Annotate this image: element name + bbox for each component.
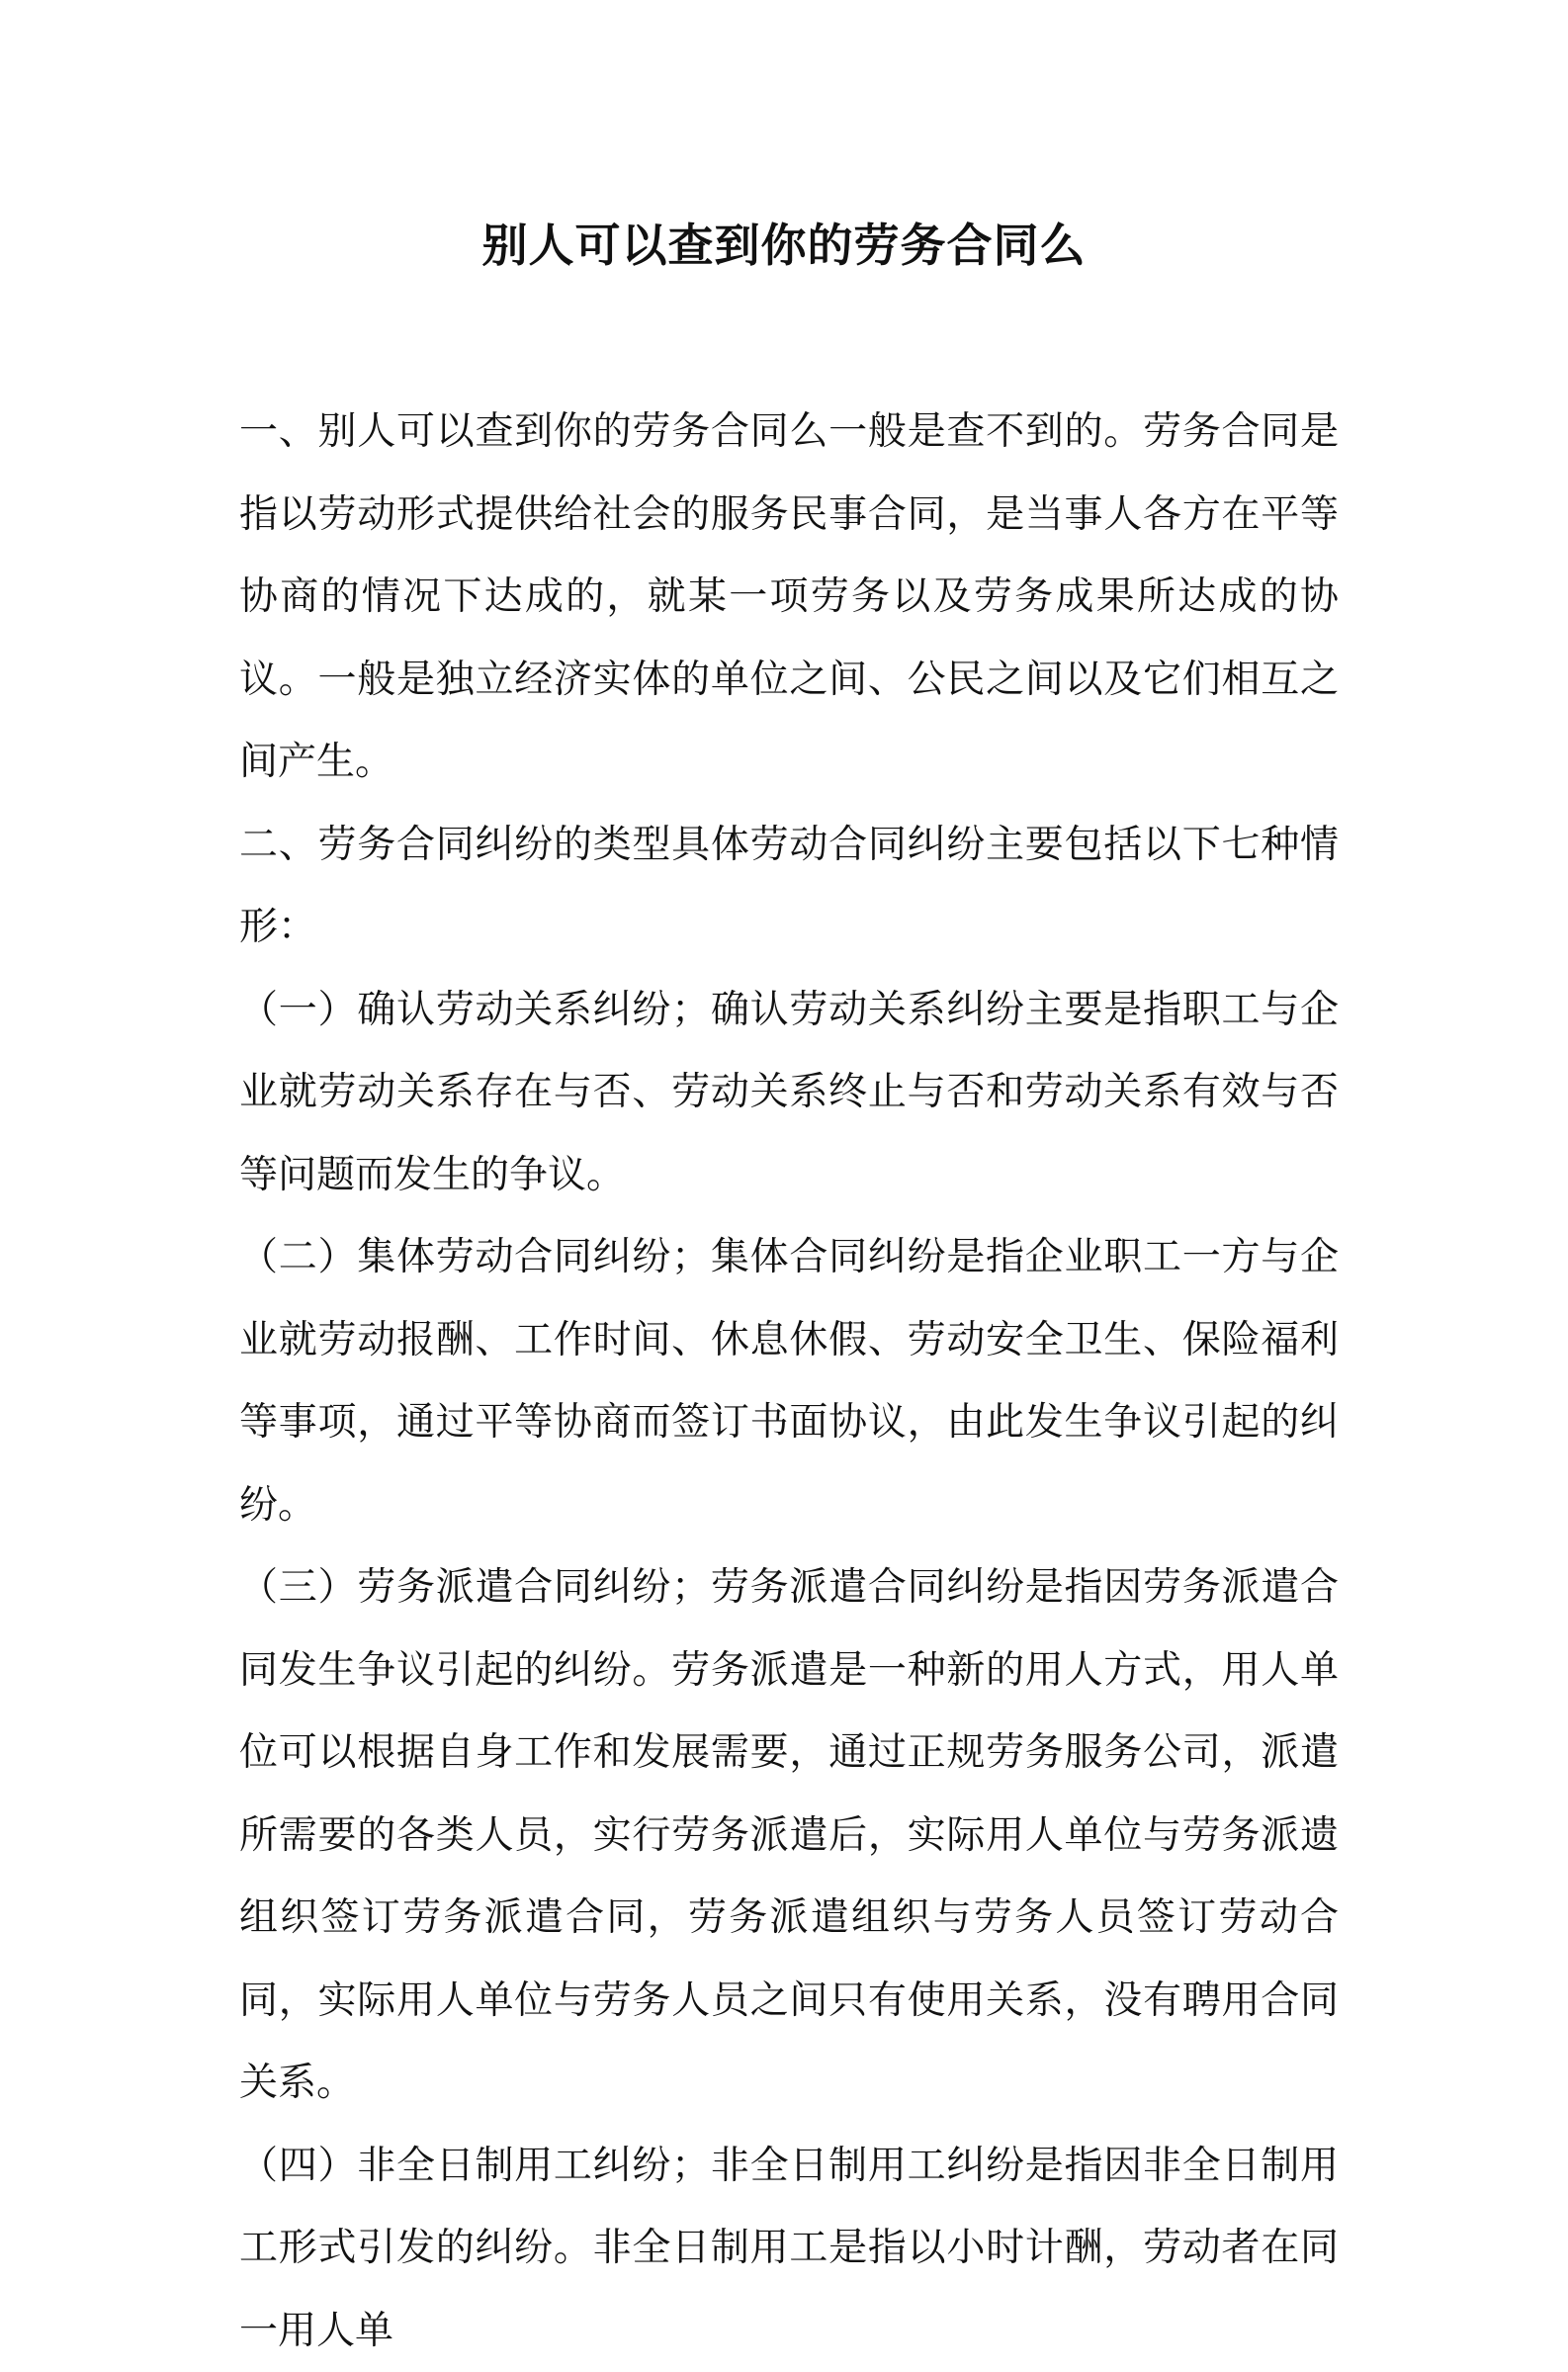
paragraph-4: （二）集体劳动合同纠纷；集体合同纠纷是指企业职工一方与企业就劳动报酬、工作时间、休息休假、劳动安全卫生、保险福利等事项，通过平等协商而签订书面协议，由此发生争议引起的纠纷。 xyxy=(239,1216,1339,1546)
paragraph-5: （三）劳务派遣合同纠纷；劳务派遣合同纠纷是指因劳务派遣合同发生争议引起的纠纷。劳务派遣是一种新的用人方式，用人单位可以根据自身工作和发展需要，通过正规劳务服务公司，派遣所需要的各类人员，实行劳务派遣后，实际用人单位与劳务派遗组织签订劳务派遣合同，劳务派遣组织与劳务人员签订劳动合同，实际用人单位与劳务人员之间只有使用关系，没有聘用合同关系。 xyxy=(239,1546,1339,2125)
paragraph-6: （四）非全日制用工纠纷；非全日制用工纠纷是指因非全日制用工形式引发的纠纷。非全日制用工是指以小时计酬，劳动者在同一用人单 xyxy=(239,2125,1339,2372)
paragraph-1: 一、别人可以查到你的劳务合同么一般是查不到的。劳务合同是指以劳动形式提供给社会的服务民事合同，是当事人各方在平等协商的情况下达成的，就某一项劳务以及劳务成果所达成的协议。一般是独立经济实体的单位之间、公民之间以及它们相互之间产生。 xyxy=(239,391,1339,804)
document-title: 别人可以查到你的劳务合同么 xyxy=(0,206,1568,285)
paragraph-3: （一）确认劳动关系纠纷；确认劳动关系纠纷主要是指职工与企业就劳动关系存在与否、劳动关系终止与否和劳动关系有效与否等问题而发生的争议。 xyxy=(239,969,1339,1217)
document-body xyxy=(239,391,1339,2372)
paragraph-2: 二、劳务合同纠纷的类型具体劳动合同纠纷主要包括以下七种情形： xyxy=(239,804,1339,969)
